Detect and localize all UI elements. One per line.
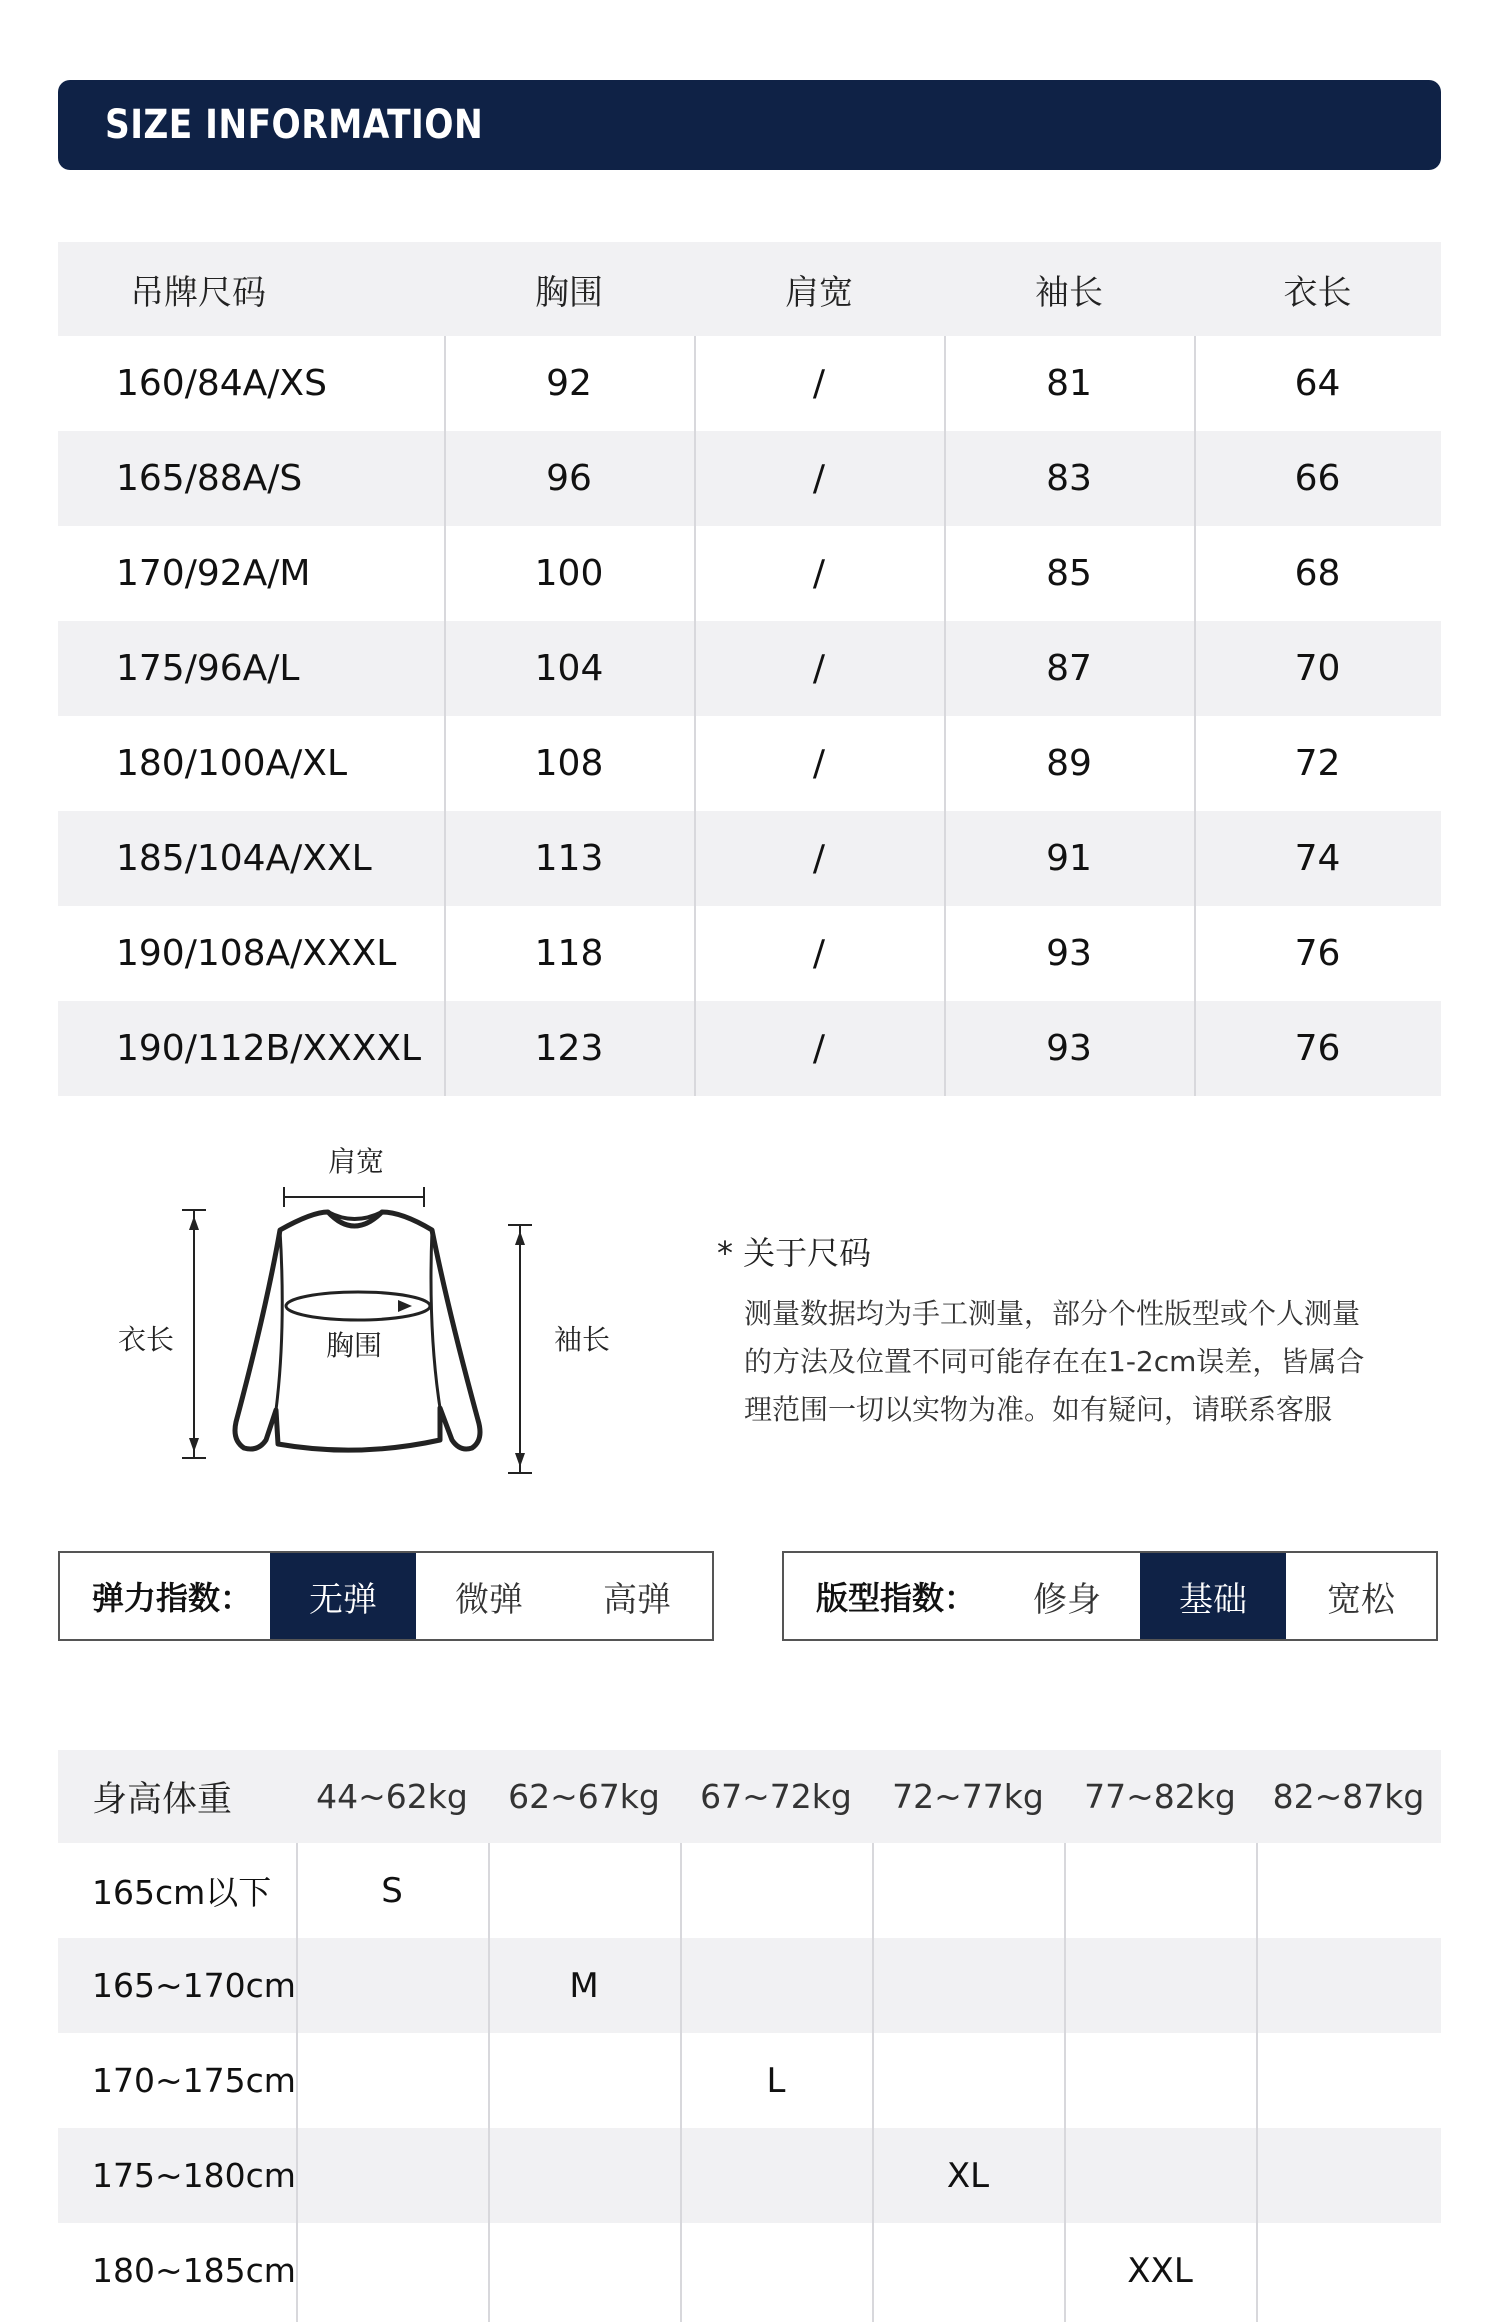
recommended-size-cell: L: [766, 2060, 786, 2101]
size-table-cell: /: [812, 553, 826, 594]
size-table-row: [58, 431, 1441, 526]
height-weight-table: [58, 1750, 1441, 2322]
fit-option-loose: 宽松: [1327, 1579, 1395, 1620]
column-divider: [1064, 1843, 1066, 2322]
fit-index: [782, 1551, 1438, 1641]
size-table-header-cell: 袖长: [1035, 272, 1103, 313]
size-note-line: 测量数据均为手工测量，部分个性版型或个人测量: [744, 1297, 1361, 1330]
elasticity-option-slight: 微弹: [455, 1579, 523, 1620]
size-table-cell: 175/96A/L: [116, 648, 300, 689]
size-table-cell: 190/112B/XXXXL: [116, 1028, 422, 1069]
size-table: [58, 242, 1441, 1100]
size-table-cell: 93: [1046, 933, 1092, 974]
size-table-cell: 92: [546, 363, 592, 404]
weight-range-header: 62~67kg: [508, 1777, 660, 1816]
elasticity-option-none: 无弹: [270, 1553, 416, 1639]
size-table-cell: /: [812, 743, 826, 784]
elasticity-index: [58, 1551, 714, 1641]
recommended-size-cell: XL: [946, 2155, 990, 2196]
size-table-cell: 100: [534, 553, 604, 594]
size-table-cell: 104: [534, 648, 604, 689]
recommended-size-cell: M: [569, 1965, 599, 2006]
height-weight-row: [58, 2033, 1441, 2128]
size-table-row: [58, 1001, 1441, 1096]
size-table-header-cell: 胸围: [535, 272, 603, 313]
chest-label: 胸围: [326, 1329, 383, 1362]
weight-range-header: 72~77kg: [892, 1777, 1044, 1816]
recommended-size-cell: XXL: [1127, 2250, 1193, 2291]
size-table-cell: 87: [1046, 648, 1092, 689]
size-note-line: 理范围一切以实物为准。如有疑问，请联系客服: [744, 1393, 1333, 1426]
height-weight-row: [58, 2223, 1441, 2318]
column-divider: [1194, 336, 1196, 1096]
size-table-cell: 93: [1046, 1028, 1092, 1069]
column-divider: [488, 1843, 490, 2322]
size-table-cell: 66: [1294, 458, 1341, 499]
sweater-outline-icon: [100, 1140, 620, 1500]
size-table-cell: 96: [546, 458, 592, 499]
sleeve-length-label: 袖长: [554, 1323, 611, 1356]
weight-range-header: 44~62kg: [316, 1777, 468, 1816]
size-table-cell: 76: [1294, 933, 1341, 974]
size-table-cell: 170/92A/M: [116, 553, 311, 594]
size-table-cell: 64: [1294, 363, 1341, 404]
size-table-cell: /: [812, 838, 826, 879]
column-divider: [1256, 1843, 1258, 2322]
recommended-size-cell: S: [381, 1870, 403, 1911]
size-table-cell: 165/88A/S: [116, 458, 303, 499]
size-table-cell: 113: [534, 838, 604, 879]
column-divider: [296, 1843, 298, 2322]
size-table-cell: 91: [1046, 838, 1092, 879]
size-table-row: [58, 906, 1441, 1001]
garment-length-label: 衣长: [118, 1323, 175, 1356]
size-table-row: [58, 336, 1441, 431]
size-information-banner: [58, 80, 1441, 170]
weight-range-header: 77~82kg: [1084, 1777, 1236, 1816]
size-table-row: [58, 716, 1441, 811]
height-weight-row: [58, 1843, 1441, 1938]
size-table-cell: 89: [1046, 743, 1092, 784]
height-range-cell: 165~170cm: [92, 1966, 296, 2005]
size-table-header-cell: 衣长: [1283, 272, 1352, 313]
size-table-cell: 81: [1046, 363, 1092, 404]
size-table-row: [58, 526, 1441, 621]
size-table-cell: 85: [1046, 553, 1092, 594]
fit-option-regular: 基础: [1140, 1553, 1286, 1639]
size-table-header-cell: 肩宽: [785, 272, 853, 313]
size-table-cell: 108: [534, 743, 604, 784]
size-table-cell: 76: [1294, 1028, 1341, 1069]
shoulder-width-label: 肩宽: [328, 1145, 385, 1178]
height-weight-row: [58, 2128, 1441, 2223]
garment-diagram: [100, 1140, 620, 1500]
fit-option-slim: 修身: [1033, 1579, 1101, 1620]
size-table-cell: 190/108A/XXXL: [116, 933, 397, 974]
size-table-cell: 74: [1294, 838, 1341, 879]
column-divider: [680, 1843, 682, 2322]
column-divider: [444, 336, 446, 1096]
size-table-cell: 123: [534, 1028, 604, 1069]
size-table-cell: 70: [1294, 648, 1341, 689]
height-range-cell: 170~175cm: [92, 2061, 296, 2100]
fit-label: 版型指数：: [816, 1579, 977, 1617]
size-table-header-cell: 吊牌尺码: [130, 272, 266, 313]
size-table-row: [58, 621, 1441, 716]
size-table-cell: 68: [1294, 553, 1341, 594]
size-table-cell: /: [812, 458, 826, 499]
size-table-header: [58, 242, 1441, 336]
banner-title: SIZE INFORMATION: [105, 102, 484, 148]
height-range-cell: 165cm以下: [92, 1873, 272, 1912]
size-table-cell: 72: [1294, 743, 1341, 784]
size-table-cell: 83: [1046, 458, 1092, 499]
size-note-line: 的方法及位置不同可能存在在1-2cm误差，皆属合: [744, 1345, 1365, 1378]
size-table-cell: 118: [534, 933, 604, 974]
column-divider: [944, 336, 946, 1096]
size-table-cell: /: [812, 933, 826, 974]
size-table-cell: /: [812, 363, 826, 404]
height-weight-row: [58, 1938, 1441, 2033]
size-note-title: * 关于尺码: [717, 1234, 872, 1272]
size-table-cell: /: [812, 648, 826, 689]
size-table-cell: 160/84A/XS: [116, 363, 327, 404]
size-table-cell: /: [812, 1028, 826, 1069]
column-divider: [872, 1843, 874, 2322]
elasticity-option-high: 高弹: [603, 1579, 671, 1620]
height-range-cell: 180~185cm: [92, 2251, 296, 2290]
size-table-row: [58, 811, 1441, 906]
weight-range-header: 67~72kg: [700, 1777, 852, 1816]
size-table-cell: 185/104A/XXL: [116, 838, 372, 879]
height-range-cell: 175~180cm: [92, 2156, 296, 2195]
column-divider: [694, 336, 696, 1096]
height-weight-header: [58, 1750, 1441, 1843]
height-weight-corner: 身高体重: [92, 1779, 233, 1820]
weight-range-header: 82~87kg: [1272, 1777, 1425, 1816]
size-table-cell: 180/100A/XL: [116, 743, 348, 784]
elasticity-label: 弹力指数：: [92, 1579, 253, 1617]
